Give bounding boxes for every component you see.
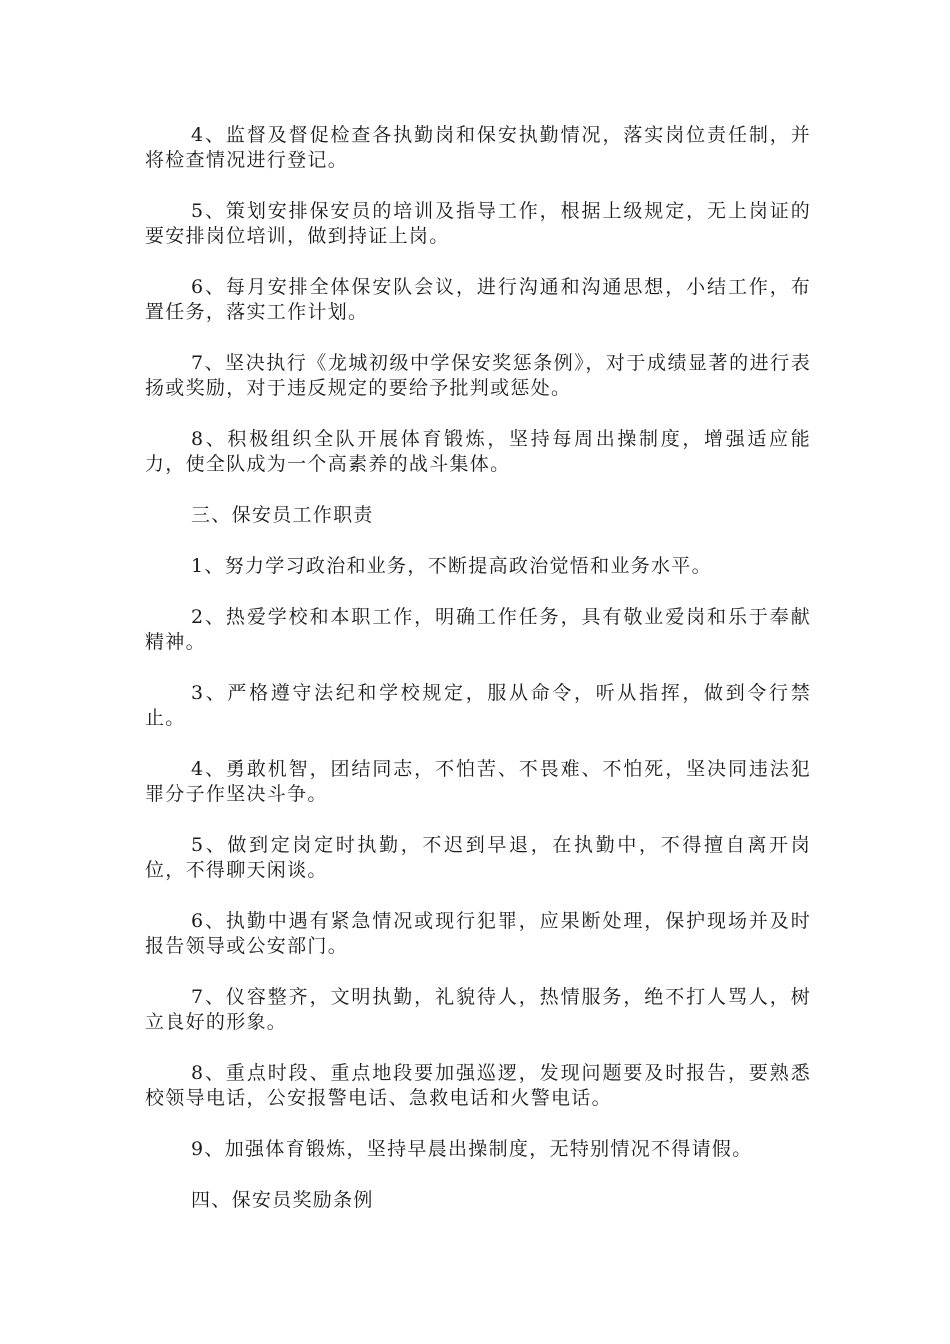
paragraph-duty-6: 6、每月安排全体保安队会议，进行沟通和沟通思想，小结工作，布置任务，落实工作计划。: [145, 276, 811, 323]
paragraph-guard-duty-2: 2、热爱学校和本职工作，明确工作任务，具有敬业爱岗和乐于奉献精神。: [145, 606, 811, 653]
document-body: [145, 123, 811, 1239]
paragraph-guard-duty-4: 4、勇敢机智，团结同志，不怕苦、不畏难、不怕死，坚决同违法犯罪分子作坚决斗争。: [145, 758, 811, 805]
paragraph-guard-duty-5: 5、做到定岗定时执勤，不迟到早退，在执勤中，不得擅自离开岗位，不得聊天闲谈。: [145, 834, 811, 881]
paragraph-guard-duty-7: 7、仪容整齐，文明执勤，礼貌待人，热情服务，绝不打人骂人，树立良好的形象。: [145, 986, 811, 1033]
paragraph-duty-5: 5、策划安排保安员的培训及指导工作，根据上级规定，无上岗证的要安排岗位培训，做到持证上岗。: [145, 200, 811, 247]
paragraph-guard-duty-6: 6、执勤中遇有紧急情况或现行犯罪，应果断处理，保护现场并及时报告领导或公安部门。: [145, 910, 811, 957]
paragraph-duty-8: 8、积极组织全队开展体育锻炼，坚持每周出操制度，增强适应能力，使全队成为一个高素养的战斗集体。: [145, 428, 811, 475]
paragraph-duty-7: 7、坚决执行《龙城初级中学保安奖惩条例》，对于成绩显著的进行表扬或奖励，对于违反规定的要给予批判或惩处。: [145, 352, 811, 399]
section-heading-guard-rewards: 四、保安员奖励条例: [191, 1189, 374, 1211]
paragraph-guard-duty-1: 1、努力学习政治和业务，不断提高政治觉悟和业务水平。: [191, 555, 712, 577]
paragraph-duty-4: 4、监督及督促检查各执勤岗和保安执勤情况，落实岗位责任制，并将检查情况进行登记。: [145, 124, 811, 171]
paragraph-guard-duty-8: 8、重点时段、重点地段要加强巡逻，发现问题要及时报告，要熟悉校领导电话，公安报警电话、急救电话和火警电话。: [145, 1062, 811, 1109]
paragraph-guard-duty-9: 9、加强体育锻炼，坚持早晨出操制度，无特别情况不得请假。: [191, 1138, 753, 1160]
section-heading-guard-duties: 三、保安员工作职责: [191, 504, 374, 526]
paragraph-guard-duty-3: 3、严格遵守法纪和学校规定，服从命令，听从指挥，做到令行禁止。: [145, 682, 811, 729]
